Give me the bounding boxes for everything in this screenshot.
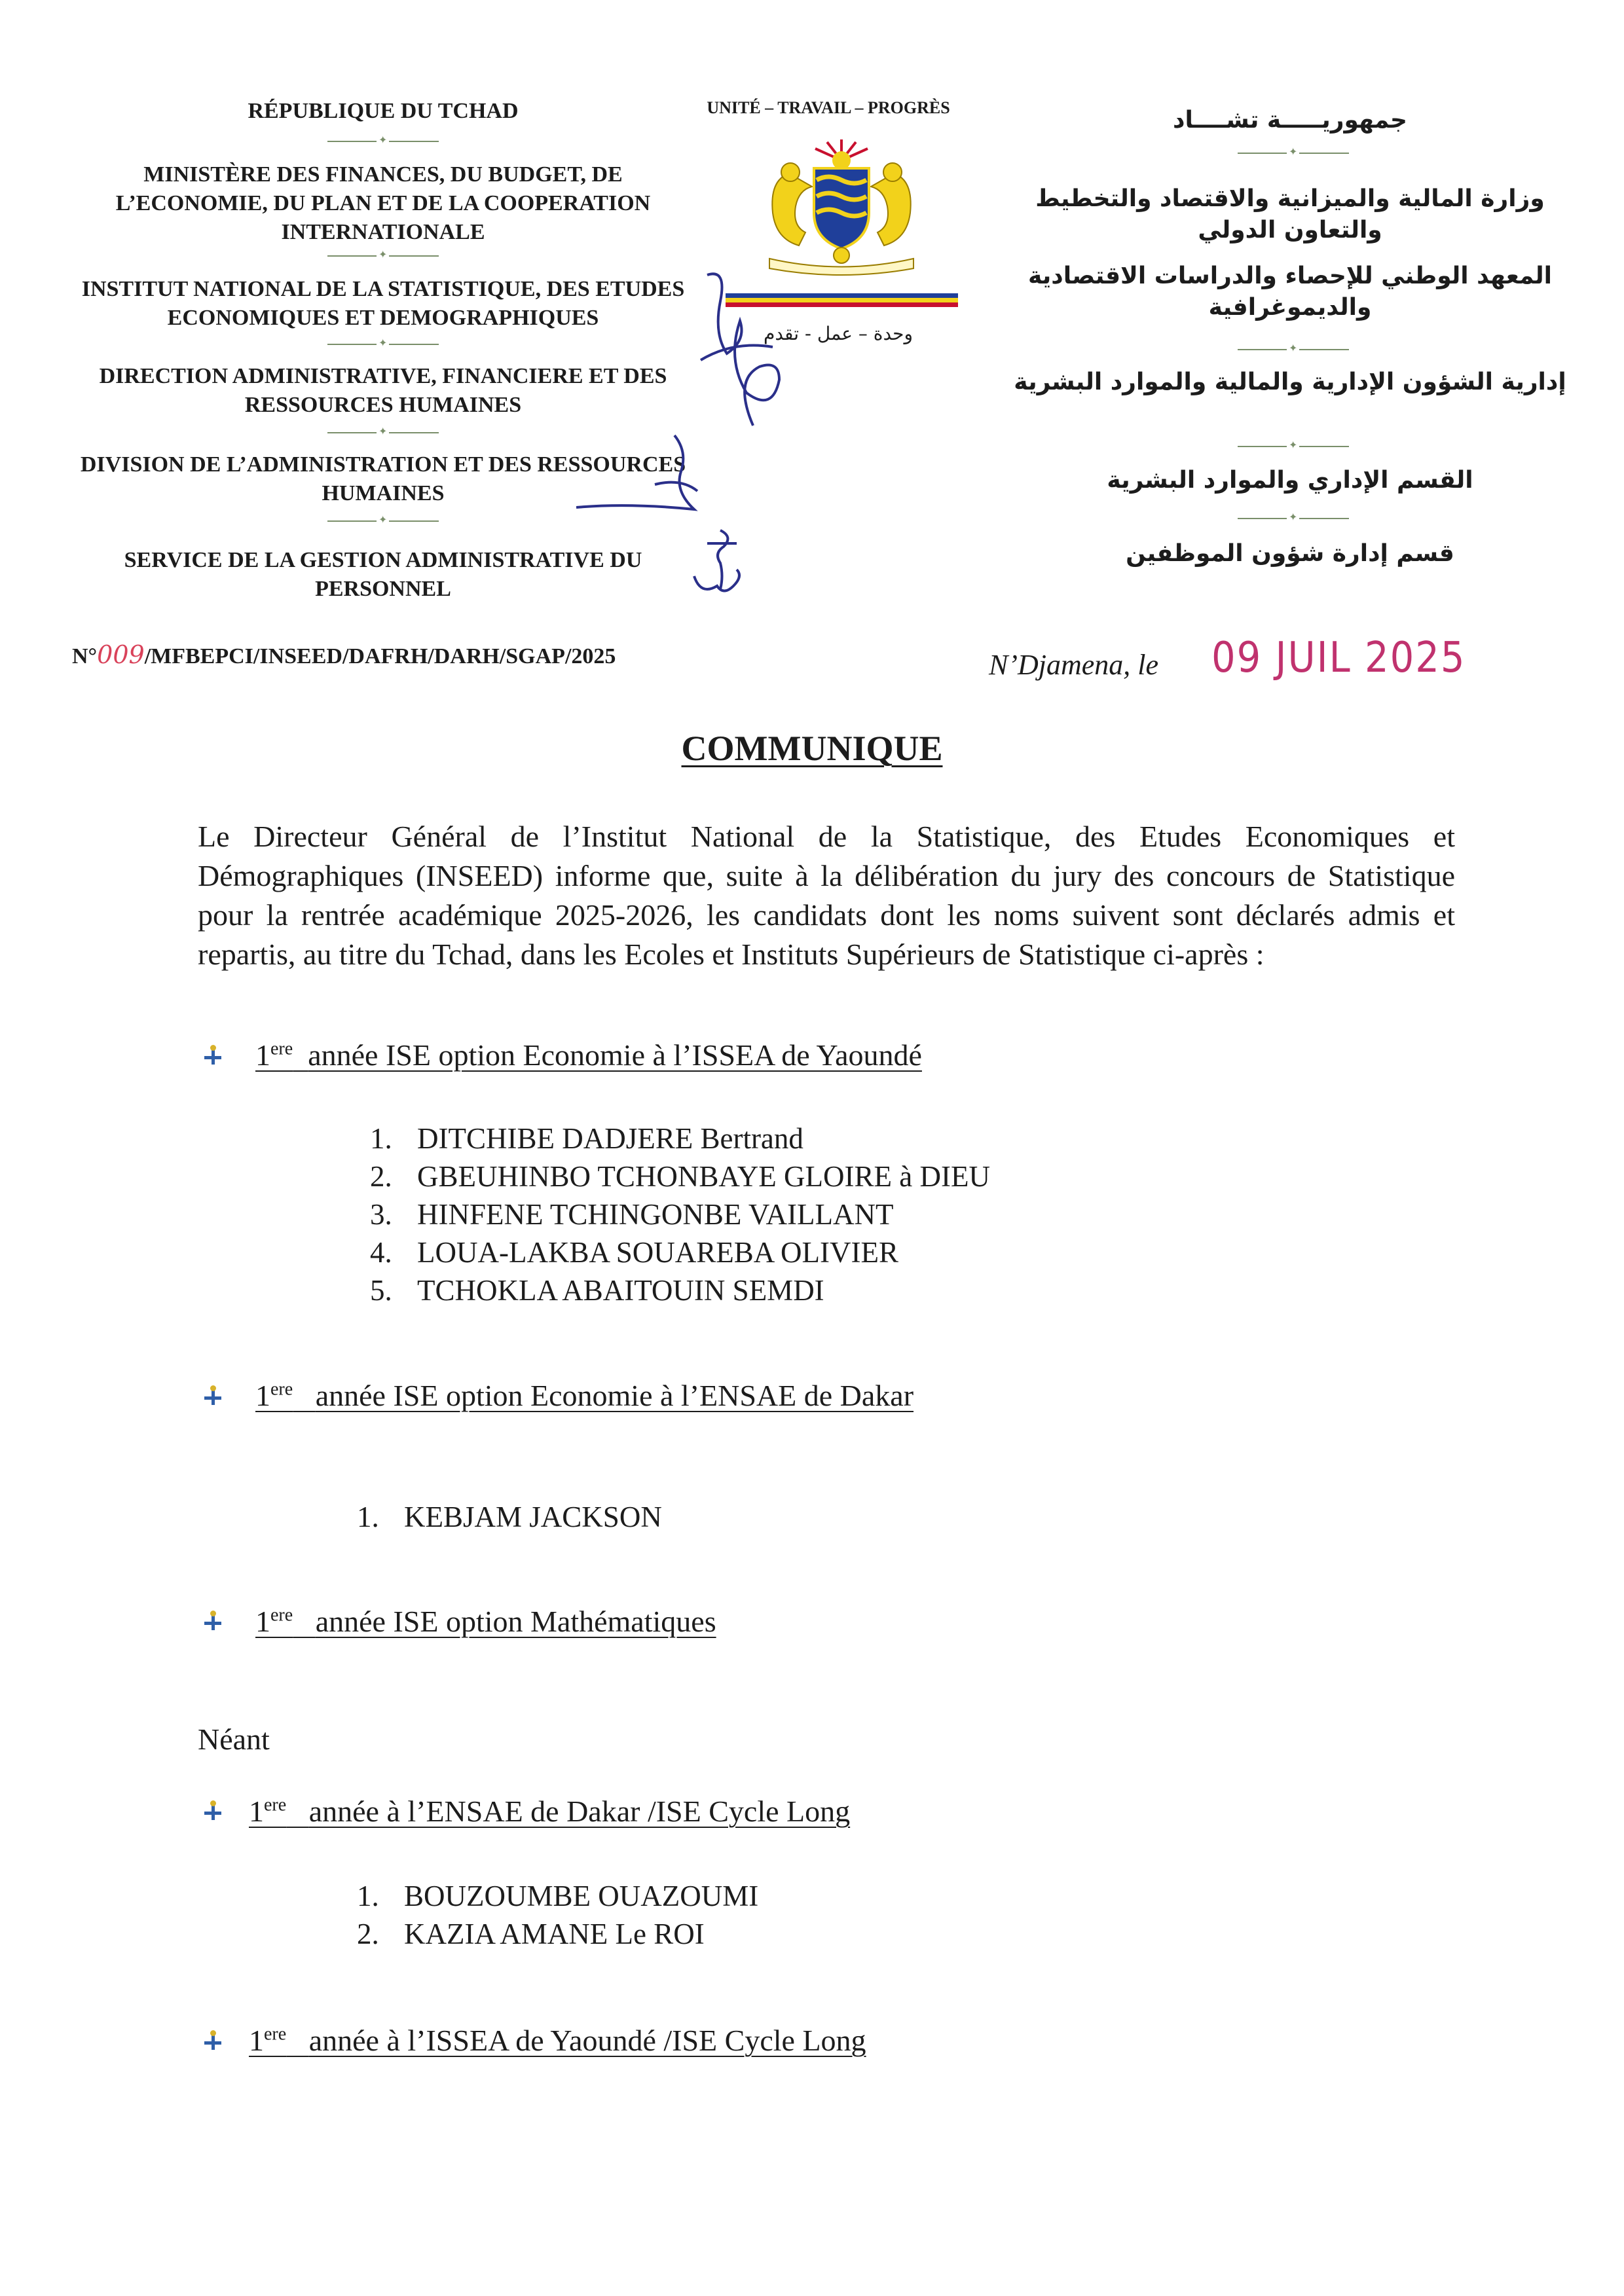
page-title-text: COMMUNIQUE bbox=[681, 729, 943, 768]
reference-prefix: N° bbox=[72, 644, 98, 668]
list-item: 3. HINFENE TCHINGONBE VAILLANT bbox=[370, 1198, 894, 1231]
separator bbox=[327, 252, 439, 260]
service-ar: قسم إدارة شؤون الموظفين bbox=[1126, 540, 1454, 567]
list-item: 1. BOUZOUMBE OUAZOUMI bbox=[357, 1880, 759, 1912]
section-heading: 1ere année à l’ISSEA de Yaoundé /ISE Cycle Long bbox=[249, 2024, 866, 2057]
institute-ar: المعهد الوطني للإحصاء والدراسات الاقتصادية والديموغرافية bbox=[1027, 263, 1553, 321]
bullet-arrow-icon bbox=[204, 1388, 221, 1405]
separator bbox=[1238, 149, 1349, 157]
separator bbox=[1238, 346, 1349, 354]
direction-fr: DIRECTION ADMINISTRATIVE, FINANCIERE ET DES RESSOURCES HUMAINES bbox=[99, 364, 667, 417]
candidate-list bbox=[370, 1120, 990, 1309]
division-fr: DIVISION DE L’ADMINISTRATION ET DES RESSOURCES HUMAINES bbox=[80, 452, 686, 505]
reference-line bbox=[72, 640, 616, 669]
motto-ar: وحدة – عمل - تقدم bbox=[764, 323, 913, 344]
signature-icon bbox=[688, 524, 753, 602]
signature-icon bbox=[681, 262, 799, 445]
motto-fr: UNITÉ – TRAVAIL – PROGRÈS bbox=[707, 98, 950, 117]
section-heading: 1ere année à l’ENSAE de Dakar /ISE Cycle Long bbox=[249, 1795, 851, 1828]
date-place: N’Djamena, le bbox=[989, 649, 1159, 681]
bullet-arrow-icon bbox=[204, 1803, 221, 1820]
republic-fr: RÉPUBLIQUE DU TCHAD bbox=[248, 99, 519, 123]
intro-paragraph: Le Directeur Général de l’Institut National de la Statistique, des Etudes Economiques et Démographiques (INSEED) informe que, suite à la délibération du jury des concours de Statistique pour la rentrée académique 2025-2026, les candidats dont les noms suivent sont déclarés admis et repartis, au titre du Tchad, dans les Ecoles et Instituts Supérieurs de Statistique ci-après : bbox=[198, 820, 1455, 971]
page-title bbox=[0, 728, 1624, 769]
signature-icon bbox=[576, 426, 707, 517]
bullet-arrow-icon bbox=[204, 1613, 221, 1630]
institute-fr: INSTITUT NATIONAL DE LA STATISTIQUE, DES ETUDES ECONOMIQUES ET DEMOGRAPHIQUES bbox=[81, 277, 685, 330]
separator bbox=[1238, 443, 1349, 450]
bullet-arrow-icon bbox=[204, 1048, 221, 1065]
candidate-list bbox=[357, 1877, 758, 1953]
separator bbox=[327, 137, 439, 145]
separator bbox=[327, 517, 439, 525]
list-item: 5. TCHOKLA ABAITOUIN SEMDI bbox=[370, 1274, 824, 1307]
list-item: 2. GBEUHINBO TCHONBAYE GLOIRE à DIEU bbox=[370, 1160, 990, 1193]
list-item: 1. KEBJAM JACKSON bbox=[357, 1501, 662, 1533]
ministry-fr: MINISTÈRE DES FINANCES, DU BUDGET, DE L’ECONOMIE, DU PLAN ET DE LA COOPERATION INTERNATIONALE bbox=[115, 162, 651, 244]
service-fr: SERVICE DE LA GESTION ADMINISTRATIVE DU PERSONNEL bbox=[124, 548, 642, 601]
coat-of-arms-icon bbox=[743, 134, 940, 278]
republic-ar: جمهوريـــــة تشــــاد bbox=[1173, 107, 1407, 134]
separator bbox=[327, 429, 439, 437]
section-heading: 1ere année ISE option Economie à l’ENSAE de Dakar bbox=[255, 1379, 914, 1412]
section-note: Néant bbox=[198, 1722, 270, 1756]
direction-ar: إدارية الشؤون الإدارية والمالية والموارد البشرية bbox=[1014, 369, 1566, 395]
list-item: 2. KAZIA AMANE Le ROI bbox=[357, 1918, 705, 1950]
ministry-ar: وزارة المالية والميزانية والاقتصاد والتخطيط والتعاون الدولي bbox=[1035, 185, 1545, 244]
candidate-list bbox=[357, 1498, 662, 1536]
list-item: 4. LOUA-LAKBA SOUAREBA OLIVIER bbox=[370, 1236, 898, 1269]
list-item: 1. DITCHIBE DADJERE Bertrand bbox=[370, 1122, 803, 1155]
bullet-arrow-icon bbox=[204, 2033, 221, 2050]
reference-number: 009 bbox=[97, 640, 145, 669]
section-heading: 1ere année ISE option Economie à l’ISSEA de Yaoundé bbox=[255, 1038, 922, 1072]
separator bbox=[1238, 515, 1349, 522]
separator bbox=[327, 340, 439, 348]
division-ar: القسم الإداري والموارد البشرية bbox=[1107, 467, 1473, 494]
section-heading: 1ere année ISE option Mathématiques bbox=[255, 1605, 716, 1638]
date-stamp: 09 JUIL 2025 bbox=[1211, 634, 1466, 682]
reference-code: /MFBEPCI/INSEED/DAFRH/DARH/SGAP/2025 bbox=[144, 644, 616, 668]
